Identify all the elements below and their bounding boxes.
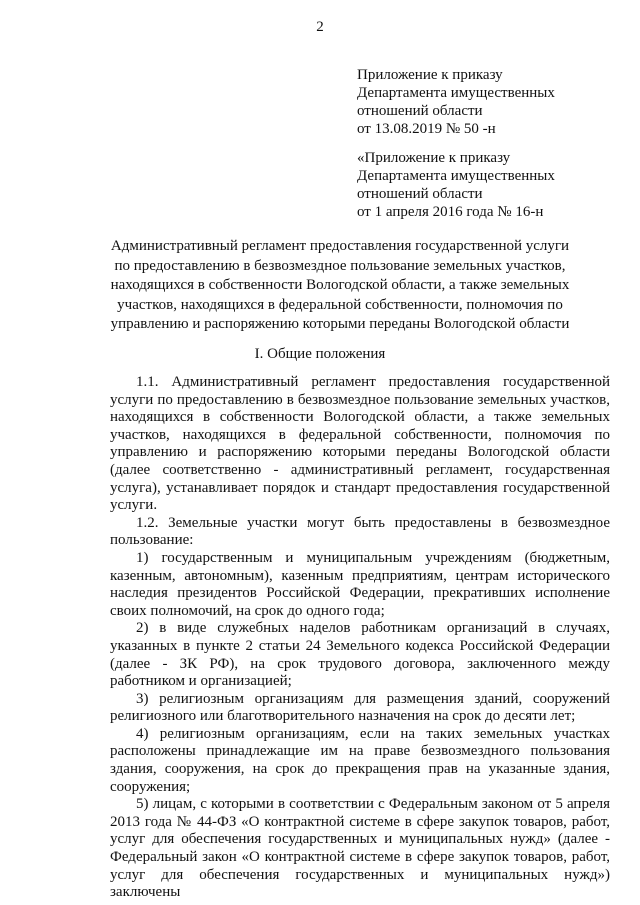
title-line: Административный регламент предоставления государственной услуги bbox=[110, 238, 570, 254]
title-line: управлению и распоряжению которыми переданы Вологодской области bbox=[110, 316, 570, 332]
appendix-line: «Приложение к приказу bbox=[357, 150, 511, 166]
appendix-line: Департамента имущественных bbox=[357, 85, 555, 101]
document-title bbox=[100, 237, 580, 335]
title-line: по предоставлению в безвозмездное пользование земельных участков, bbox=[114, 257, 566, 274]
paragraph-1-1: 1.1. Административный регламент предоставления государственной услуги по предоставлению в безвозмездное пользование земельных участков, находящихся в собственности Вологодской области, а также земельных участков, находящихся в федеральной собственности, полномочия по управлению и распоряжению которыми переданы Вологодской области (далее соответственно - административный регламент, государственная услуга), устанавливает порядок и стандарт предоставления государственной услуги. bbox=[110, 374, 610, 514]
section-heading: I. Общие положения bbox=[254, 346, 386, 362]
title-line: участков, находящихся в федеральной собственности, полномочия по bbox=[117, 296, 563, 313]
appendix-header-original-order bbox=[357, 149, 627, 221]
appendix-line: Департамента имущественных bbox=[357, 168, 555, 184]
paragraph-1-2: 1.2. Земельные участки могут быть предоставлены в безвозмездное пользование: bbox=[110, 514, 610, 549]
document-body bbox=[110, 374, 610, 902]
appendix-line: от 13.08.2019 № 50 -н bbox=[357, 121, 496, 137]
appendix-line: Приложение к приказу bbox=[357, 67, 503, 83]
appendix-header-current-order bbox=[357, 66, 627, 138]
list-item-1: 1) государственным и муниципальным учреждениям (бюджетным, казенным, автономным), казенным предприятиям, центрам исторического наследия президентов Российской Федерации, прекративших исполнение своих полномочий, на срок до одного года; bbox=[110, 549, 610, 619]
list-item-2: 2) в виде служебных наделов работникам организаций в случаях, указанных в пункте 2 статьи 24 Земельного кодекса Российской Федерации (далее - ЗК РФ), на срок трудового договора, заключенного между работником и организацией; bbox=[110, 620, 610, 690]
list-item-4: 4) религиозным организациям, если на таких земельных участках расположены принадлежащие им на праве безвозмездного пользования здания, сооружения, на срок до прекращения прав на указанные здания, сооружения; bbox=[110, 725, 610, 795]
appendix-line: от 1 апреля 2016 года № 16-н bbox=[357, 204, 544, 220]
list-item-5: 5) лицам, с которыми в соответствии с Федеральным законом от 5 апреля 2013 года № 44-ФЗ «О контрактной системе в сфере закупок товаров, работ, услуг для обеспечения государственных и муниципальных нужд» (далее - Федеральный закон «О контрактной системе в сфере закупок товаров, работ, услуг для обеспечения государственных и муниципальных нужд») заключены bbox=[110, 796, 610, 901]
title-line: находящихся в собственности Вологодской области, а также земельных bbox=[110, 277, 570, 293]
list-item-3: 3) религиозным организациям для размещения зданий, сооружений религиозного или благотворительного назначения на срок до десяти лет; bbox=[110, 690, 610, 725]
appendix-line: отношений области bbox=[357, 103, 483, 119]
page-number: 2 bbox=[316, 19, 324, 35]
appendix-line: отношений области bbox=[357, 186, 483, 202]
